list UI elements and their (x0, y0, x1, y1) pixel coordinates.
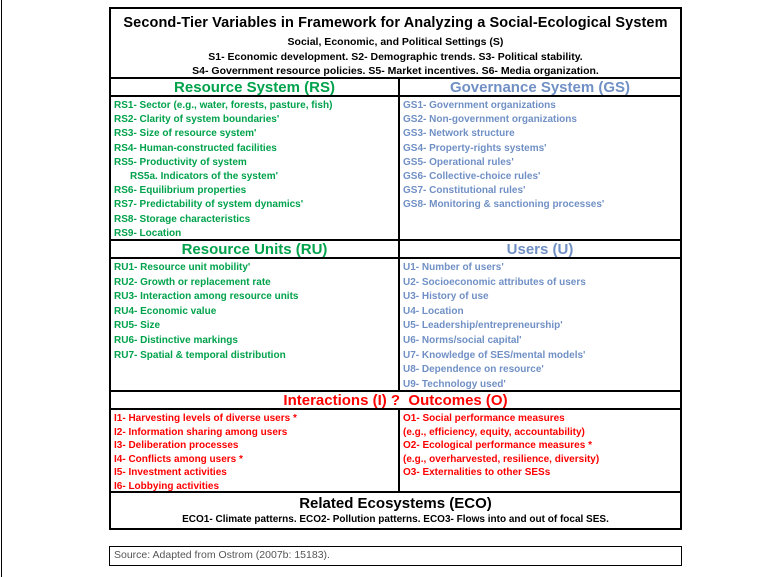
ru-u-lists-row (111, 257, 680, 390)
rs-gs-lists-row (111, 95, 680, 239)
resource-units-list (111, 259, 400, 390)
list-item: U7- Knowledge of SES/mental models' (403, 349, 586, 361)
list-item: U1- Number of users' (403, 262, 504, 273)
list-item: (e.g., efficiency, equity, accountability) (403, 426, 585, 438)
users-header: Users (U) (506, 241, 574, 258)
list-item: RS9- Location (114, 227, 182, 239)
i-o-lists-row (111, 408, 680, 491)
users-list (400, 259, 680, 390)
list-item: I3- Deliberation processes (114, 440, 239, 451)
list-item: RU4- Economic value (114, 305, 217, 317)
list-item: O3- Externalities to other SESs (403, 467, 551, 478)
list-item: RU3- Interaction among resource units (114, 291, 299, 303)
page-left-border-line (1, 0, 2, 577)
related-ecosystems-block (111, 491, 680, 528)
ru-u-header-row (111, 239, 680, 257)
settings-heading: Social, Economic, and Political Settings (S) (287, 36, 504, 48)
list-item: RS3- Size of resource system' (114, 128, 257, 140)
list-item: GS7- Constitutional rules' (403, 185, 526, 197)
source-citation-text: Source: Adapted from Ostrom (2007b: 15183). (114, 549, 330, 561)
list-item: U3- History of use (403, 291, 489, 303)
list-item: GS4- Property-rights systems' (403, 142, 547, 154)
list-item: RS1- Sector (e.g., water, forests, pasture, fish) (114, 100, 333, 111)
list-item: RU2- Growth or replacement rate (114, 276, 271, 288)
list-item: RS6- Equilibrium properties (114, 185, 247, 197)
title-settings-block (111, 9, 680, 77)
page-title: Second-Tier Variables in Framework for Analyzing a Social-Ecological System (123, 15, 668, 31)
resource-system-list (111, 97, 400, 239)
list-item: U9- Technology used' (403, 378, 506, 390)
source-citation-box (109, 546, 682, 566)
list-item: RS5- Productivity of system (114, 156, 247, 168)
ses-framework-table (109, 7, 682, 530)
related-ecosystems-line: ECO1- Climate patterns. ECO2- Pollution patterns. ECO3- Flows into and out of focal SES. (182, 514, 609, 525)
outcomes-list (400, 410, 680, 491)
list-item: RS5a. Indicators of the system' (130, 171, 278, 183)
list-item: GS6- Collective-choice rules' (403, 171, 541, 183)
list-item: RU6- Distinctive markings (114, 334, 238, 346)
resource-system-header: Resource System (RS) (111, 79, 400, 95)
list-item: U5- Leadership/entrepreneurship' (403, 320, 563, 332)
governance-system-header: Governance System (GS) (449, 79, 631, 96)
list-item: GS2- Non-government organizations (403, 114, 577, 126)
list-item: O2- Ecological performance measures * (403, 440, 592, 451)
list-item: RS4- Human-constructed facilities (114, 142, 277, 154)
list-item: I4- Conflicts among users * (114, 453, 243, 465)
list-item: I5- Investment activities (114, 467, 227, 478)
list-item: I1- Harvesting levels of diverse users * (114, 413, 297, 424)
interactions-outcomes-header: Interactions (I) ? Outcomes (O) (283, 392, 508, 409)
governance-system-list (400, 97, 680, 239)
settings-line-1: S1- Economic development. S2- Demographic trends. S3- Political stability. (208, 51, 583, 63)
list-item: RS7- Predictability of system dynamics' (114, 199, 304, 211)
list-item: GS5- Operational rules' (403, 156, 514, 168)
list-item: RU1- Resource unit mobility' (114, 262, 251, 273)
settings-line-2: S4- Government resource policies. S5- Market incentives. S6- Media organization. (192, 65, 599, 77)
interactions-outcomes-header-row (111, 390, 680, 408)
rs-gs-header-row (111, 77, 680, 95)
list-item: U6- Norms/social capital' (403, 334, 522, 346)
list-item: I2- Information sharing among users (114, 426, 288, 438)
related-ecosystems-header: Related Ecosystems (ECO) (299, 495, 492, 512)
list-item: RS8- Storage characteristics (114, 213, 251, 225)
list-item: (e.g., overharvested, resilience, diversity) (403, 453, 600, 465)
list-item: GS1- Government organizations (403, 100, 556, 111)
interactions-list (111, 410, 400, 491)
list-item: I6- Lobbying activities (114, 480, 220, 492)
list-item: GS3- Network structure (403, 128, 515, 140)
list-item: RS2- Clarity of system boundaries' (114, 114, 280, 126)
list-item: RU7- Spatial & temporal distribution (114, 349, 286, 361)
list-item: U8- Dependence on resource' (403, 364, 544, 376)
resource-units-header: Resource Units (RU) (111, 241, 400, 257)
list-item: RU5- Size (114, 320, 161, 332)
list-item: U2- Socioeconomic attributes of users (403, 276, 586, 288)
list-item: GS8- Monitoring & sanctioning processes' (403, 199, 605, 211)
list-item: U4- Location (403, 305, 464, 317)
list-item: O1- Social performance measures (403, 413, 565, 424)
